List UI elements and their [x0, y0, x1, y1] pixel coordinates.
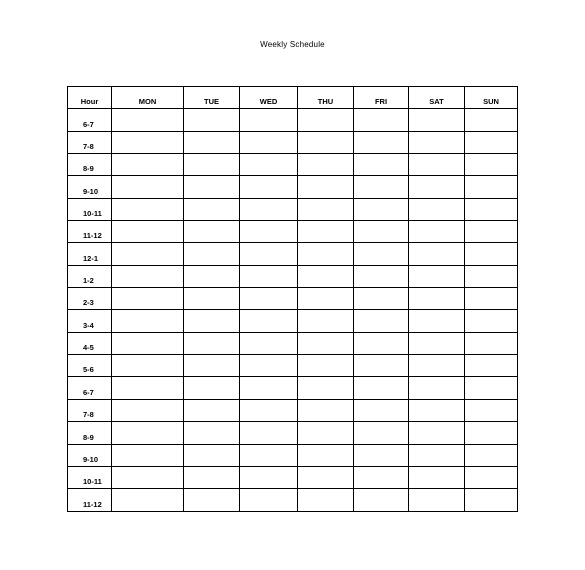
schedule-cell-fri[interactable]: [354, 243, 409, 265]
schedule-cell-wed[interactable]: [240, 265, 298, 287]
table-row: [68, 221, 518, 243]
day-header-fri: FRI: [354, 87, 409, 109]
schedule-cell-sun[interactable]: [465, 444, 518, 466]
table-row: [68, 176, 518, 198]
schedule-cell-sun[interactable]: [465, 332, 518, 354]
schedule-cell-sat[interactable]: [409, 355, 465, 377]
schedule-cell-sat[interactable]: [409, 243, 465, 265]
schedule-cell-sun[interactable]: [465, 399, 518, 421]
schedule-cell-sat[interactable]: [409, 332, 465, 354]
schedule-cell-mon[interactable]: [112, 377, 184, 399]
schedule-cell-sat[interactable]: [409, 176, 465, 198]
hour-label: 4-5: [68, 332, 112, 354]
schedule-cell-thu[interactable]: [298, 176, 354, 198]
schedule-cell-tue[interactable]: [184, 221, 240, 243]
table-row: [68, 332, 518, 354]
hour-label: 10-11: [68, 198, 112, 220]
schedule-cell-thu[interactable]: [298, 489, 354, 511]
schedule-cell-tue[interactable]: [184, 466, 240, 488]
schedule-cell-fri[interactable]: [354, 176, 409, 198]
schedule-cell-wed[interactable]: [240, 399, 298, 421]
schedule-cell-thu[interactable]: [298, 332, 354, 354]
schedule-cell-sat[interactable]: [409, 288, 465, 310]
schedule-cell-thu[interactable]: [298, 131, 354, 153]
schedule-cell-sun[interactable]: [465, 109, 518, 131]
table-row: [68, 198, 518, 220]
hour-label: 2-3: [68, 288, 112, 310]
schedule-cell-wed[interactable]: [240, 288, 298, 310]
table-row: [68, 310, 518, 332]
table-row: [68, 377, 518, 399]
schedule-cell-fri[interactable]: [354, 355, 409, 377]
schedule-cell-sat[interactable]: [409, 444, 465, 466]
hour-label: 7-8: [68, 399, 112, 421]
day-header-sat: SAT: [409, 87, 465, 109]
schedule-cell-tue[interactable]: [184, 399, 240, 421]
schedule-cell-fri[interactable]: [354, 444, 409, 466]
schedule-cell-sun[interactable]: [465, 265, 518, 287]
schedule-cell-thu[interactable]: [298, 422, 354, 444]
schedule-cell-mon[interactable]: [112, 444, 184, 466]
schedule-cell-tue[interactable]: [184, 288, 240, 310]
schedule-cell-tue[interactable]: [184, 243, 240, 265]
schedule-cell-tue[interactable]: [184, 310, 240, 332]
schedule-cell-sun[interactable]: [465, 310, 518, 332]
schedule-cell-tue[interactable]: [184, 444, 240, 466]
schedule-cell-sat[interactable]: [409, 198, 465, 220]
table-row: [68, 489, 518, 511]
hour-label: 5-6: [68, 355, 112, 377]
schedule-cell-mon[interactable]: [112, 198, 184, 220]
table-row: [68, 109, 518, 131]
schedule-cell-thu[interactable]: [298, 109, 354, 131]
table-row: [68, 355, 518, 377]
schedule-cell-sun[interactable]: [465, 198, 518, 220]
schedule-cell-sat[interactable]: [409, 489, 465, 511]
table-row: [68, 265, 518, 287]
schedule-cell-mon[interactable]: [112, 221, 184, 243]
table-row: [68, 422, 518, 444]
table-row: [68, 399, 518, 421]
schedule-cell-fri[interactable]: [354, 466, 409, 488]
hour-label: 9-10: [68, 444, 112, 466]
hour-label: 8-9: [68, 154, 112, 176]
schedule-cell-sun[interactable]: [465, 489, 518, 511]
hour-label: 9-10: [68, 176, 112, 198]
schedule-cell-wed[interactable]: [240, 310, 298, 332]
schedule-cell-tue[interactable]: [184, 265, 240, 287]
schedule-cell-sun[interactable]: [465, 243, 518, 265]
schedule-cell-thu[interactable]: [298, 265, 354, 287]
schedule-cell-wed[interactable]: [240, 422, 298, 444]
schedule-cell-wed[interactable]: [240, 109, 298, 131]
schedule-cell-fri[interactable]: [354, 310, 409, 332]
schedule-cell-mon[interactable]: [112, 466, 184, 488]
schedule-cell-wed[interactable]: [240, 355, 298, 377]
table-row: [68, 243, 518, 265]
schedule-cell-wed[interactable]: [240, 131, 298, 153]
schedule-cell-wed[interactable]: [240, 489, 298, 511]
schedule-cell-thu[interactable]: [298, 310, 354, 332]
schedule-cell-tue[interactable]: [184, 131, 240, 153]
schedule-cell-sun[interactable]: [465, 154, 518, 176]
hour-label: 11-12: [68, 221, 112, 243]
schedule-body: [68, 109, 518, 511]
schedule-cell-fri[interactable]: [354, 131, 409, 153]
schedule-cell-sat[interactable]: [409, 109, 465, 131]
schedule-cell-thu[interactable]: [298, 221, 354, 243]
hour-label: 10-11: [68, 466, 112, 488]
schedule-cell-tue[interactable]: [184, 198, 240, 220]
schedule-cell-wed[interactable]: [240, 466, 298, 488]
schedule-cell-mon[interactable]: [112, 288, 184, 310]
schedule-cell-sat[interactable]: [409, 377, 465, 399]
schedule-cell-fri[interactable]: [354, 399, 409, 421]
schedule-cell-mon[interactable]: [112, 154, 184, 176]
day-header-tue: TUE: [184, 87, 240, 109]
schedule-cell-sun[interactable]: [465, 176, 518, 198]
hour-label: 11-12: [68, 489, 112, 511]
schedule-cell-mon[interactable]: [112, 243, 184, 265]
schedule-cell-fri[interactable]: [354, 422, 409, 444]
page-title: Weekly Schedule: [260, 40, 325, 49]
schedule-cell-wed[interactable]: [240, 444, 298, 466]
schedule-cell-thu[interactable]: [298, 399, 354, 421]
hour-label: 7-8: [68, 131, 112, 153]
schedule-cell-thu[interactable]: [298, 154, 354, 176]
schedule-table-container: [67, 86, 518, 512]
schedule-cell-wed[interactable]: [240, 221, 298, 243]
schedule-cell-mon[interactable]: [112, 332, 184, 354]
schedule-cell-sat[interactable]: [409, 131, 465, 153]
schedule-cell-fri[interactable]: [354, 489, 409, 511]
header-row: [68, 87, 518, 109]
schedule-cell-mon[interactable]: [112, 109, 184, 131]
schedule-cell-tue[interactable]: [184, 355, 240, 377]
schedule-cell-sun[interactable]: [465, 355, 518, 377]
schedule-cell-mon[interactable]: [112, 422, 184, 444]
schedule-cell-sat[interactable]: [409, 466, 465, 488]
schedule-cell-thu[interactable]: [298, 198, 354, 220]
schedule-cell-tue[interactable]: [184, 377, 240, 399]
schedule-cell-sat[interactable]: [409, 265, 465, 287]
schedule-cell-tue[interactable]: [184, 154, 240, 176]
schedule-cell-mon[interactable]: [112, 176, 184, 198]
schedule-cell-thu[interactable]: [298, 243, 354, 265]
schedule-cell-sat[interactable]: [409, 154, 465, 176]
schedule-cell-fri[interactable]: [354, 288, 409, 310]
schedule-cell-fri[interactable]: [354, 265, 409, 287]
schedule-cell-wed[interactable]: [240, 332, 298, 354]
table-row: [68, 131, 518, 153]
table-row: [68, 154, 518, 176]
schedule-cell-mon[interactable]: [112, 131, 184, 153]
schedule-cell-fri[interactable]: [354, 198, 409, 220]
schedule-cell-mon[interactable]: [112, 310, 184, 332]
schedule-cell-sun[interactable]: [465, 466, 518, 488]
day-header-mon: MON: [112, 87, 184, 109]
schedule-cell-sun[interactable]: [465, 377, 518, 399]
schedule-cell-tue[interactable]: [184, 422, 240, 444]
weekly-schedule-table: [67, 86, 518, 512]
hour-label: 8-9: [68, 422, 112, 444]
table-row: [68, 444, 518, 466]
day-header-wed: WED: [240, 87, 298, 109]
schedule-cell-sat[interactable]: [409, 422, 465, 444]
schedule-cell-sat[interactable]: [409, 399, 465, 421]
schedule-cell-wed[interactable]: [240, 243, 298, 265]
schedule-cell-sun[interactable]: [465, 221, 518, 243]
schedule-cell-sun[interactable]: [465, 422, 518, 444]
hour-label: 3-4: [68, 310, 112, 332]
hour-label: 12-1: [68, 243, 112, 265]
day-header-thu: THU: [298, 87, 354, 109]
schedule-cell-sun[interactable]: [465, 288, 518, 310]
schedule-cell-fri[interactable]: [354, 221, 409, 243]
schedule-cell-wed[interactable]: [240, 377, 298, 399]
schedule-cell-tue[interactable]: [184, 176, 240, 198]
table-row: [68, 288, 518, 310]
schedule-cell-thu[interactable]: [298, 355, 354, 377]
schedule-cell-mon[interactable]: [112, 489, 184, 511]
schedule-cell-thu[interactable]: [298, 288, 354, 310]
hour-label: 1-2: [68, 265, 112, 287]
schedule-cell-tue[interactable]: [184, 109, 240, 131]
hour-column-header: Hour: [68, 87, 112, 109]
schedule-cell-fri[interactable]: [354, 332, 409, 354]
table-row: [68, 466, 518, 488]
schedule-cell-mon[interactable]: [112, 265, 184, 287]
hour-label: 6-7: [68, 109, 112, 131]
schedule-cell-fri[interactable]: [354, 377, 409, 399]
day-header-sun: SUN: [465, 87, 518, 109]
schedule-cell-wed[interactable]: [240, 154, 298, 176]
schedule-cell-sat[interactable]: [409, 221, 465, 243]
schedule-cell-tue[interactable]: [184, 489, 240, 511]
schedule-cell-thu[interactable]: [298, 377, 354, 399]
schedule-cell-fri[interactable]: [354, 109, 409, 131]
schedule-cell-sat[interactable]: [409, 310, 465, 332]
hour-label: 6-7: [68, 377, 112, 399]
schedule-cell-thu[interactable]: [298, 444, 354, 466]
schedule-cell-tue[interactable]: [184, 332, 240, 354]
schedule-cell-wed[interactable]: [240, 198, 298, 220]
schedule-cell-thu[interactable]: [298, 466, 354, 488]
schedule-cell-mon[interactable]: [112, 399, 184, 421]
schedule-cell-fri[interactable]: [354, 154, 409, 176]
schedule-cell-sun[interactable]: [465, 131, 518, 153]
schedule-cell-mon[interactable]: [112, 355, 184, 377]
schedule-cell-wed[interactable]: [240, 176, 298, 198]
